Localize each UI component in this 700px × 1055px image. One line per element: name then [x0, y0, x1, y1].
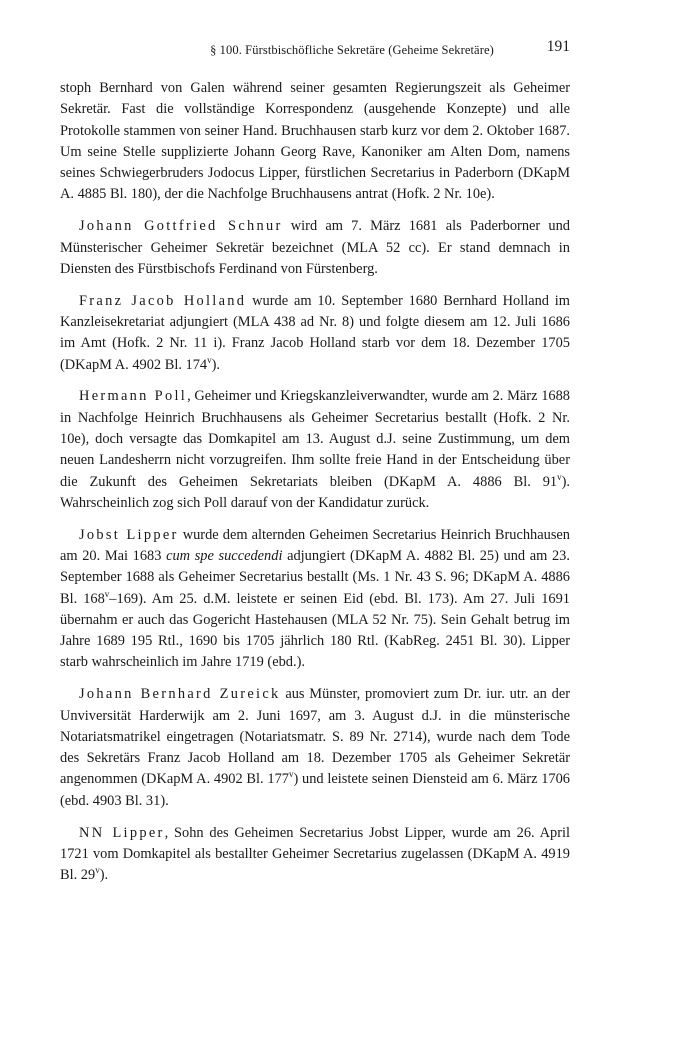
verso-mark: v	[557, 471, 562, 482]
verso-mark: v	[207, 354, 212, 365]
paragraph-text: aus Münster, promoviert zum Dr. iur. utr. an der Unviversität Harderwijk am 2. Juni 1697, am 3. August d.J. in die münsterische Notariatsmatrikel eingetragen (Notariatsmatr. S. 89 Nr. 2714), wurde nach dem Tode des Sekretärs Franz Jacob Holland am 18. Dezember 1705 als Geheimer Sekretär angenommen (DKapM A. 4902 Bl. 177	[60, 686, 570, 788]
body-text	[60, 78, 570, 897]
paragraph-text: , Sohn des Geheimen Secretarius Jobst Lipper, wurde am 26. April 1721 vom Domkapitel als bestallter Geheimer Secretarius zugelassen (DKapM A. 4919 Bl. 29	[60, 824, 570, 884]
latin-phrase: cum spe succedendi	[166, 547, 283, 564]
person-name: Johann Bernhard Zureick	[79, 686, 281, 703]
verso-mark: v	[95, 865, 100, 876]
paragraph-galen	[60, 78, 570, 206]
person-name: Franz Jacob Holland	[79, 292, 247, 309]
page-number: 191	[546, 38, 570, 55]
paragraph-holland	[60, 291, 570, 376]
paragraph-text: wurde am 10. September 1680 Bernhard Holland im Kanzleisekretariat adjungiert (MLA 438 ad Nr. 8) und folgte diesem am 12. Juli 1686 im Amt (Hofk. 2 Nr. 11 i). Franz Jacob Holland starb vor dem 18. Dezember 1705 (DKapM A. 4902 Bl. 174	[60, 292, 571, 373]
paragraph-text: wurde dem alternden Geheimen Secretarius Heinrich Bruchhausen am 20. Mai 1683	[60, 526, 571, 564]
paragraph-text: adjungiert (DKapM A. 4882 Bl. 25) und am 23. September 1688 als Geheimer Secretarius bestallt (Ms. 1 Nr. 43 S. 96; DKapM A. 4886 Bl. 168	[60, 547, 570, 607]
running-header: § 100. Fürstbischöfliche Sekretäre (Geheime Sekretäre)	[210, 43, 494, 57]
paragraph-text: wird am 7. März 1681 als Paderborner und Münsterischer Geheimer Sekretär bezeichnet (MLA 52 cc). Er stand demnach in Diensten des Fürstbischofs Ferdinand von Fürstenberg.	[60, 218, 570, 277]
paragraph-text: , Geheimer und Kriegskanzleiverwandter, wurde am 2. März 1688 in Nachfolge Heinrich Bruchhausens als Geheimer Secretarius bestallt (Hofk. 2 Nr. 10e), doch versagte das Domkapitel am 13. August d.J. seine Zustimmung, um dem neuen Landesherrn nicht vorzugreifen. Ihm sollte freie Hand in der Entscheidung über die Zukunft des Geheimen Sekretariats bleiben (DKapM A. 4886 Bl. 91	[60, 388, 570, 490]
paragraph-text: ). Wahrscheinlich zog sich Poll darauf von der Kandidatur zurück.	[60, 473, 570, 511]
paragraph-text: ).	[99, 867, 109, 884]
verso-mark: v	[288, 769, 294, 780]
paragraph-text: stoph Bernhard von Galen während seiner gesamten Regierungszeit als Geheimer Sekretär. Fast die vollständige Korrespondenz (ausgehende Konzepte) und alle Protokolle stammen von seiner Hand. Bruchhausen starb kurz vor dem 2. Oktober 1687. Um seine Stelle supplizierte Johann Georg Rave, Kanoniker am Alten Dom, namens seines Schwiegerbruders Jodocus Lipper, fürstlichen Secretarius in Paderborn (DKapM A. 4885 Bl. 180), der die Nachfolge Bruchhausens antrat (Hofk. 2 Nr. 10e).	[60, 80, 570, 203]
person-name: Johann Gottfried Schnur	[79, 218, 283, 235]
paragraph-poll	[60, 386, 570, 514]
paragraph-text: ).	[211, 356, 220, 373]
paragraph-zureick	[60, 684, 570, 812]
person-name: NN Lipper	[79, 824, 165, 841]
paragraph-nn-lipper	[60, 823, 570, 887]
person-name: Jobst Lipper	[79, 526, 179, 543]
person-name: Hermann Poll	[79, 388, 188, 405]
paragraph-text: –169). Am 25. d.M. leistete er seinen Eid (ebd. Bl. 173). Am 27. Juli 1691 übernahm er auch das Gogericht Hastehausen (MLA 52 Nr. 75). Sein Gehalt betrug im Jahre 1689 195 Rtl., 1690 bis 1705 jährlich 180 Rtl. (KabReg. 2451 Bl. 30). Lipper starb wahrscheinlich im Jahre 1719 (ebd.).	[60, 590, 570, 671]
paragraph-schnur	[60, 216, 570, 280]
verso-mark: v	[104, 588, 110, 599]
paragraph-jobst-lipper	[60, 525, 570, 674]
paragraph-text: ) und leistete seinen Diensteid am 6. März 1706 (ebd. 4903 Bl. 31).	[60, 771, 570, 809]
